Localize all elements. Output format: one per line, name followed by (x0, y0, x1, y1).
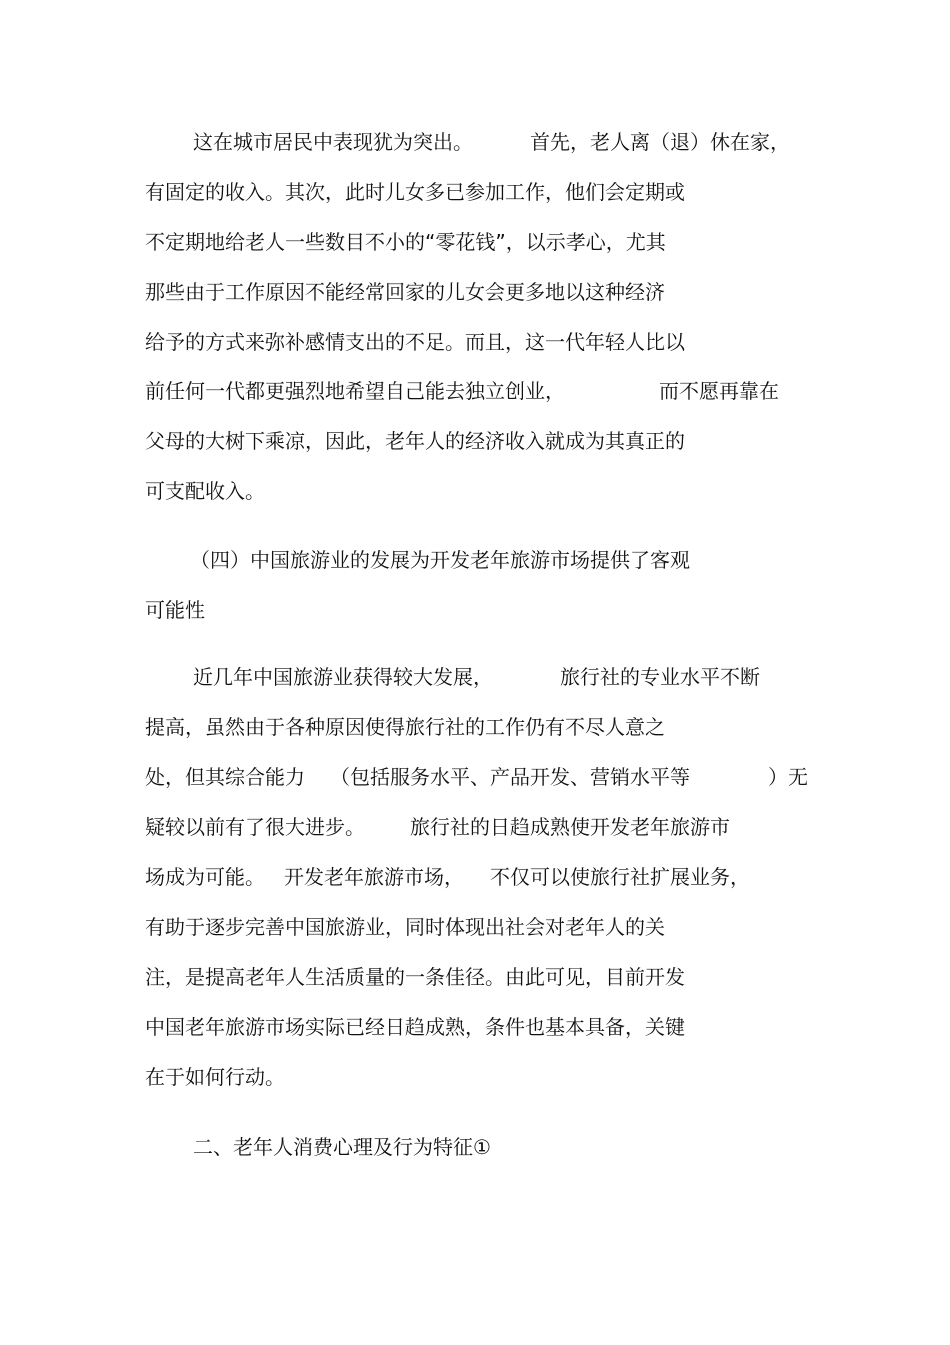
paragraph-line (0, 227, 666, 257)
text-segment: 而不愿再靠在 (659, 379, 779, 403)
text-segment: 中国老年旅游市场实际已经日趋成熟，条件也基本具备，关键 (145, 1015, 685, 1039)
text-segment: 处，但其综合能力 (145, 765, 305, 789)
paragraph-line (0, 662, 760, 692)
text-segment: 那些由于工作原因不能经常回家的儿女会更多地以这种经济 (145, 280, 665, 304)
text-segment: 不仅可以使旅行社扩展业务， (490, 865, 750, 889)
paragraph-line (0, 762, 808, 792)
paragraph-line (0, 1062, 285, 1092)
text-segment: 提高，虽然由于各种原因使得旅行社的工作仍有不尽人意之 (145, 715, 665, 739)
text-segment: 可能性 (145, 598, 205, 622)
text-segment: 疑较以前有了很大进步。 (145, 815, 365, 839)
paragraph-line (0, 177, 685, 207)
text-segment: （四）中国旅游业的发展为开发老年旅游市场提供了客观 (190, 548, 690, 572)
text-segment: 前任何一代都更强烈地希望自己能去独立创业， (145, 379, 565, 403)
text-segment: 在于如何行动。 (145, 1065, 285, 1089)
text-segment: 给予的方式来弥补感情支出的不足。而且，这一代年轻人比以 (145, 330, 685, 354)
text-segment: 场成为可能。 (145, 865, 265, 889)
section-heading (0, 1132, 491, 1162)
paragraph-line (0, 1012, 685, 1042)
text-segment: 可支配收入。 (145, 479, 265, 503)
text-segment: 注，是提高老年人生活质量的一条佳径。由此可见，目前开发 (145, 965, 685, 989)
text-segment: 有固定的收入。其次，此时儿女多已参加工作，他们会定期或 (145, 180, 685, 204)
text-segment: 旅行社的专业水平不断 (560, 665, 760, 689)
paragraph-line (0, 376, 779, 406)
text-segment: 首先，老人离（退）休在家， (530, 130, 790, 154)
text-segment: 这在城市居民中表现犹为突出。 (193, 130, 473, 154)
text-segment: 有助于逐步完善中国旅游业，同时体现出社会对老年人的关 (145, 915, 665, 939)
text-segment: 父母的大树下乘凉，因此，老年人的经济收入就成为其真正的 (145, 429, 685, 453)
text-segment: （包括服务水平、产品开发、营销水平等 (330, 765, 690, 789)
subsection-heading-line (0, 595, 205, 625)
paragraph-line (0, 277, 665, 307)
paragraph-line (0, 812, 730, 842)
text-segment: 开发老年旅游市场， (284, 865, 464, 889)
paragraph-line (0, 912, 665, 942)
paragraph-line (0, 962, 685, 992)
paragraph-line (0, 712, 665, 742)
subsection-heading-line (0, 545, 690, 575)
paragraph-line (0, 426, 685, 456)
text-segment: 不定期地给老人一些数目不小的“零花钱”，以示孝心，尤其 (145, 230, 666, 254)
paragraph-line (0, 127, 790, 157)
paragraph-line (0, 476, 265, 506)
text-segment: ）无 (768, 765, 808, 789)
text-segment: 近几年中国旅游业获得较大发展， (193, 665, 493, 689)
section-heading-text: 二、老年人消费心理及行为特征① (193, 1135, 491, 1159)
text-segment: 旅行社的日趋成熟使开发老年旅游市 (410, 815, 730, 839)
paragraph-line (0, 862, 750, 892)
paragraph-line (0, 327, 685, 357)
